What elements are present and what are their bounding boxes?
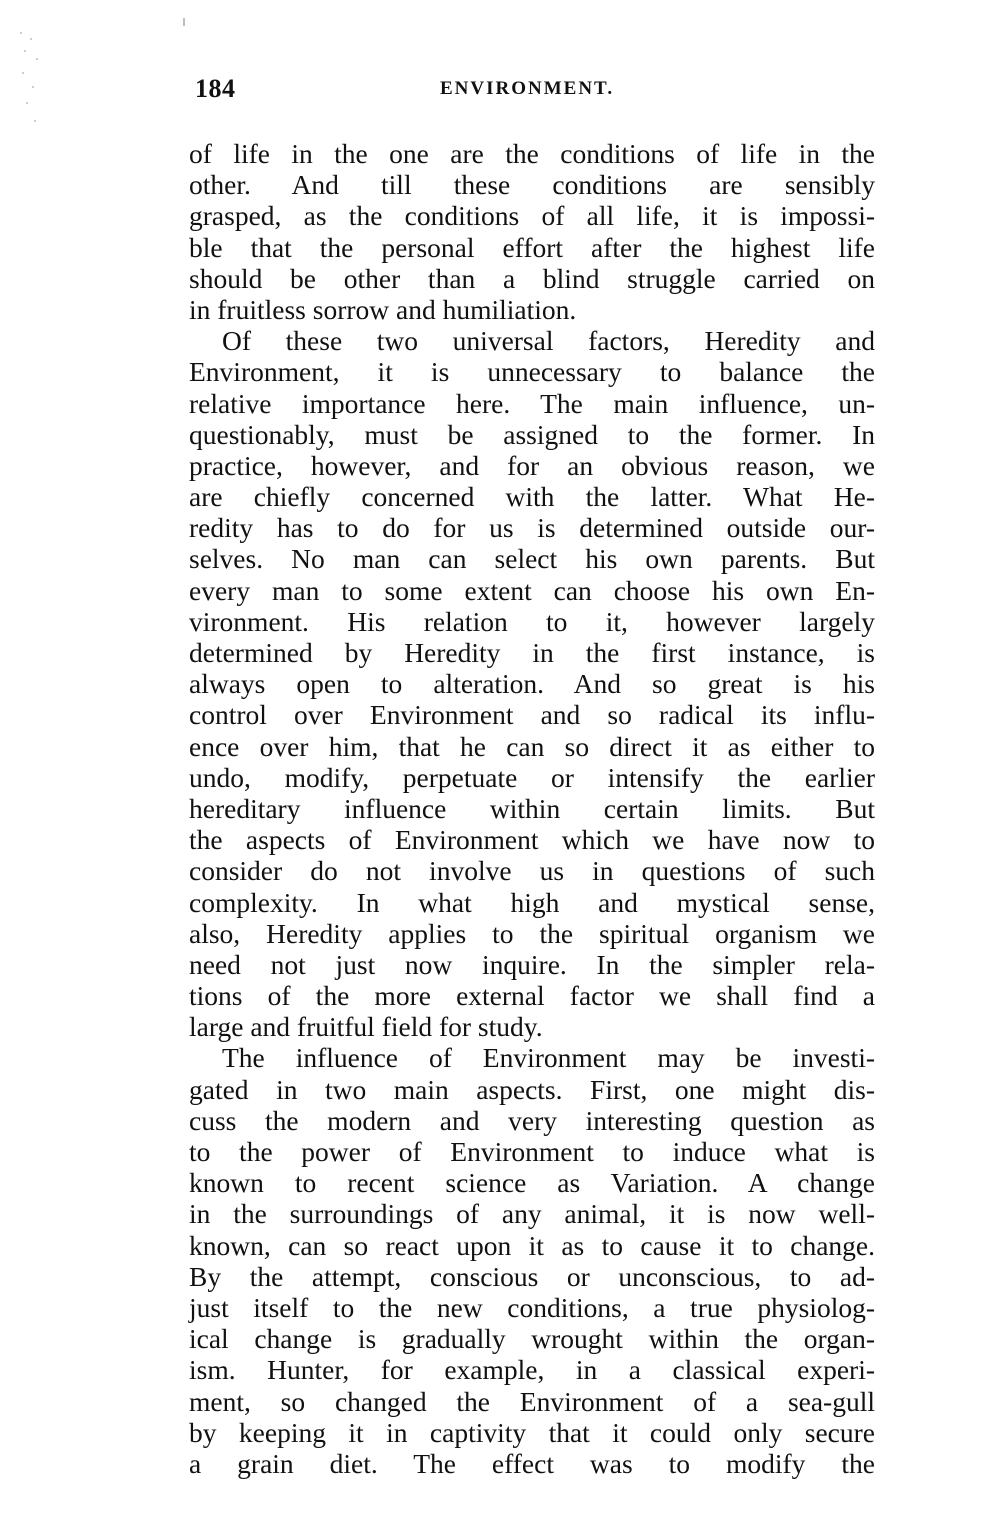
- speck: [32, 86, 34, 88]
- text-line: by keeping it in captivity that it could only secure: [189, 1416, 875, 1448]
- text-line: Of these two universal factors, Heredity and: [222, 325, 875, 357]
- speck: [20, 32, 22, 34]
- speck: [30, 38, 32, 40]
- text-line: just itself to the new conditions, a true physiolog-: [189, 1291, 875, 1323]
- text-line: known, can so react upon it as to cause it to change.: [189, 1229, 875, 1261]
- text-line: questionably, must be assigned to the former. In: [189, 418, 875, 450]
- text-line: grasped, as the conditions of all life, it is impossi-: [189, 200, 875, 232]
- scan-artifact-mark: [183, 18, 185, 26]
- page-number: 184: [195, 74, 236, 103]
- scan-specks: [18, 28, 58, 138]
- text-line: in the surroundings of any animal, it is now well-: [189, 1198, 875, 1230]
- text-line: By the attempt, conscious or unconscious, to ad-: [189, 1260, 875, 1292]
- text-line: ical change is gradually wrought within the organ-: [189, 1323, 875, 1355]
- text-line: relative importance here. The main influence, un-: [189, 387, 875, 419]
- text-line: determined by Heredity in the first instance, is: [189, 637, 875, 668]
- body-text: [189, 138, 875, 1479]
- text-line: large and fruitful field for study.: [189, 1011, 543, 1043]
- text-line: always open to alteration. And so great is his: [189, 668, 875, 700]
- text-line: undo, modify, perpetuate or intensify the earlier: [189, 761, 875, 793]
- text-line: should be other than a blind struggle carried on: [189, 262, 875, 294]
- speck: [24, 50, 26, 52]
- speck: [22, 72, 24, 74]
- text-line: Environment, it is unnecessary to balance the: [189, 356, 875, 388]
- text-line: consider do not involve us in questions of such: [189, 855, 875, 887]
- text-line: tions of the more external factor we shall find a: [189, 980, 875, 1012]
- text-line: The influence of Environment may be investi-: [222, 1042, 875, 1074]
- text-line: ence over him, that he can so direct it as either to: [189, 730, 875, 762]
- text-line: every man to some extent can choose his own En-: [189, 574, 875, 606]
- text-line: to the power of Environment to induce what is: [189, 1136, 875, 1167]
- text-line: ble that the personal effort after the highest life: [189, 231, 875, 263]
- text-line: ment, so changed the Environment of a sea-gull: [189, 1385, 875, 1417]
- chapter-title: ENVIRONMENT.: [440, 78, 615, 99]
- speck: [34, 120, 36, 122]
- running-head: [195, 74, 875, 106]
- text-line: the aspects of Environment which we have now to: [189, 824, 875, 856]
- text-line: gated in two main aspects. First, one might dis-: [189, 1073, 875, 1105]
- text-line: vironment. His relation to it, however largely: [189, 605, 875, 637]
- text-line: other. And till these conditions are sensibly: [189, 169, 875, 201]
- text-line: also, Heredity applies to the spiritual organism we: [189, 917, 875, 949]
- text-line: practice, however, and for an obvious reason, we: [189, 449, 875, 481]
- text-line: need not just now inquire. In the simpler rela-: [189, 948, 875, 980]
- text-line: a grain diet. The effect was to modify the: [189, 1447, 875, 1479]
- text-line: of life in the one are the conditions of life in the: [189, 138, 875, 169]
- text-line: redity has to do for us is determined outside our-: [189, 512, 875, 544]
- text-line: are chiefly concerned with the latter. What He-: [189, 481, 875, 513]
- text-line: control over Environment and so radical its influ-: [189, 699, 875, 731]
- text-line: cuss the modern and very interesting question as: [189, 1104, 875, 1136]
- text-line: hereditary influence within certain limits. But: [189, 792, 875, 824]
- text-line: known to recent science as Variation. A change: [189, 1167, 875, 1199]
- speck: [36, 58, 38, 60]
- speck: [26, 102, 28, 104]
- text-line: complexity. In what high and mystical sense,: [189, 886, 875, 918]
- text-line: ism. Hunter, for example, in a classical experi-: [189, 1354, 875, 1386]
- text-line: in fruitless sorrow and humiliation.: [189, 293, 577, 325]
- text-line: selves. No man can select his own parents. But: [189, 543, 875, 575]
